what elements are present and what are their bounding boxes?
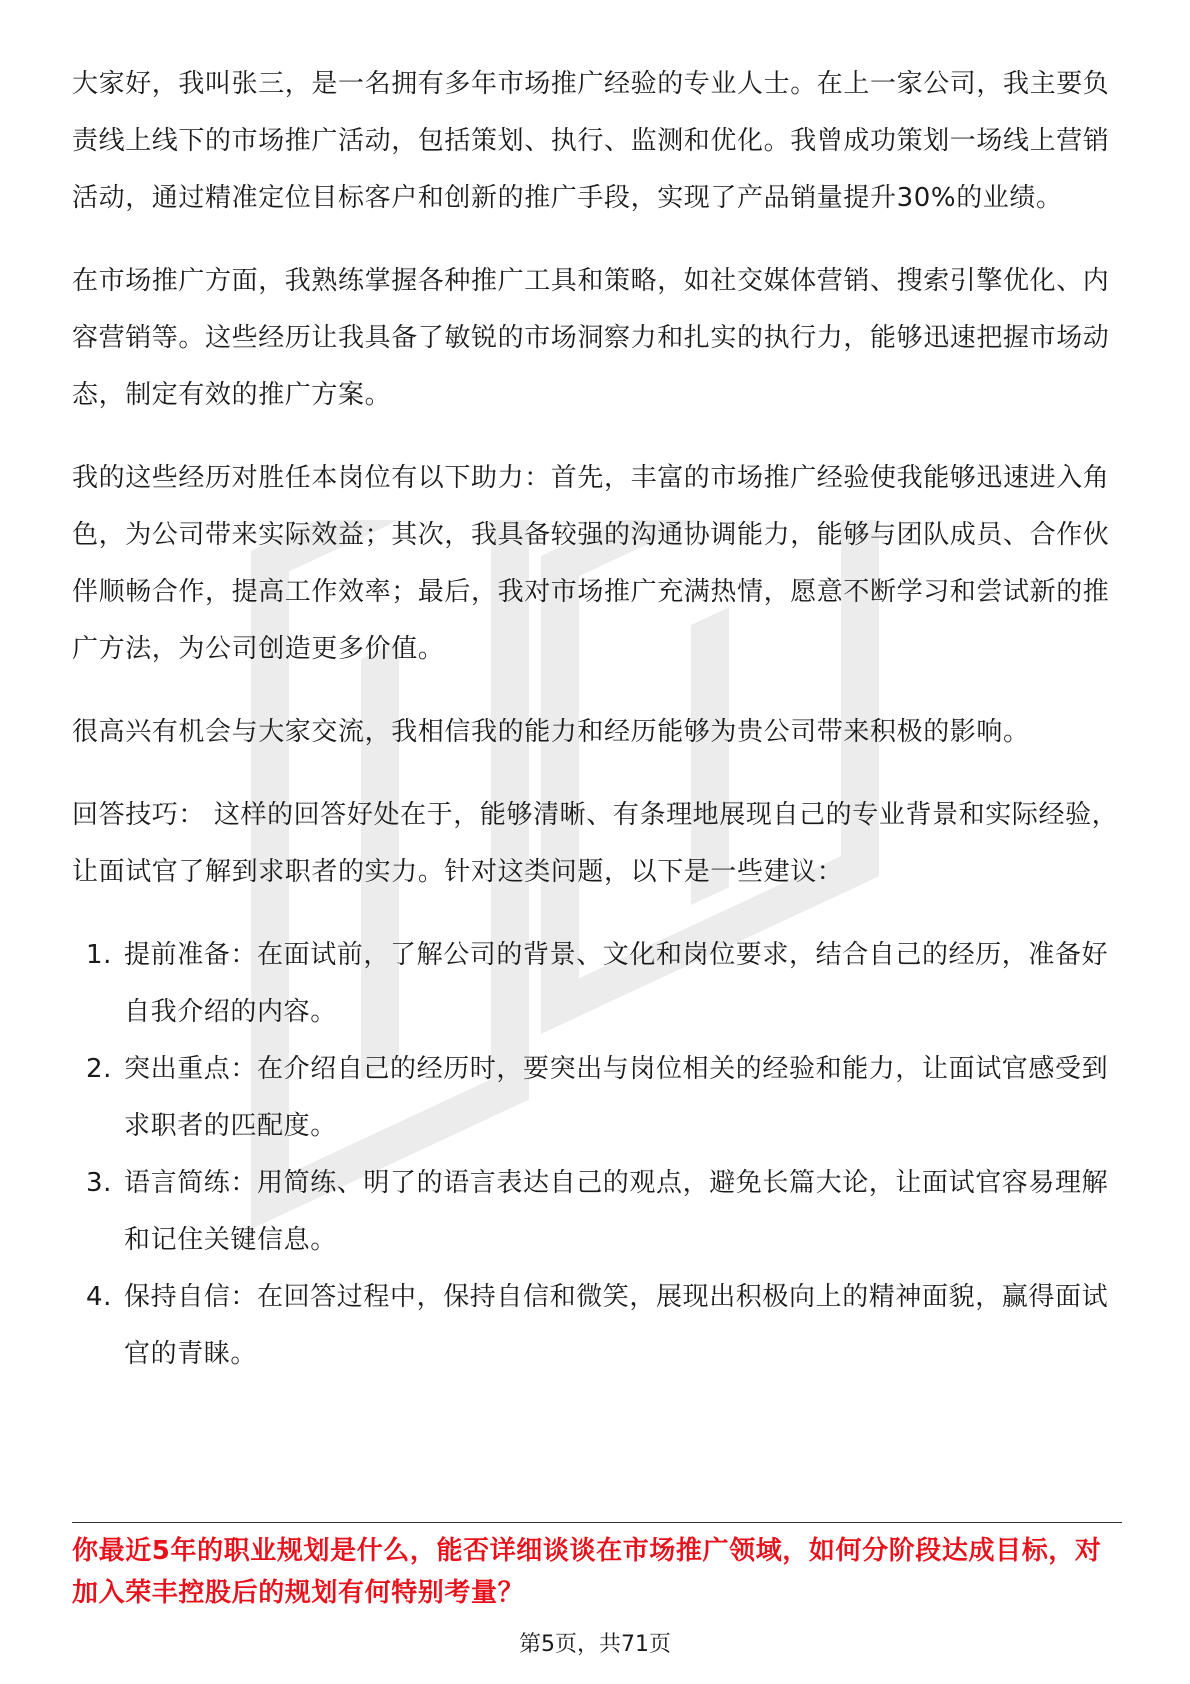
answer-tips-paragraph: 回答技巧： 这样的回答好处在于，能够清晰、有条理地展现自己的专业背景和实际经验，让面试官了解到求职者的实力。针对这类问题，以下是一些建议： — [72, 800, 1119, 887]
list-item-text: 提前准备：在面试前，了解公司的背景、文化和岗位要求，结合自己的经历，准备好自我介绍的内容。 — [124, 940, 1109, 1027]
main-content — [72, 56, 1122, 1409]
list-item-number: 2. — [86, 1054, 113, 1084]
list-item-number: 3. — [86, 1168, 113, 1198]
intro-paragraph-3: 我的这些经历对胜任本岗位有以下助力：首先，丰富的市场推广经验使我能够迅速进入角色，为公司带来实际效益；其次，我具备较强的沟通协调能力，能够与团队成员、合作伙伴顺畅合作，提高工作效率；最后，我对市场推广充满热情，愿意不断学习和尝试新的推广方法，为公司创造更多价值。 — [72, 463, 1110, 664]
intro-paragraph-2: 在市场推广方面，我熟练掌握各种推广工具和策略，如社交媒体营销、搜索引擎优化、内容营销等。这些经历让我具备了敏锐的市场洞察力和扎实的执行力，能够迅速把握市场动态，制定有效的推广方案。 — [72, 266, 1110, 410]
list-item-number: 4. — [86, 1282, 113, 1312]
list-item-text: 保持自信：在回答过程中，保持自信和微笑，展现出积极向上的精神面貌，赢得面试官的青睐。 — [124, 1282, 1109, 1369]
list-item-text: 突出重点：在介绍自己的经历时，要突出与岗位相关的经验和能力，让面试官感受到求职者的匹配度。 — [124, 1054, 1109, 1141]
intro-paragraph-4: 很高兴有机会与大家交流，我相信我的能力和经历能够为贵公司带来积极的影响。 — [72, 717, 1030, 747]
page-number-footer: 第5页，共71页 — [519, 1632, 671, 1657]
list-item-text: 语言简练：用简练、明了的语言表达自己的观点，避免长篇大论，让面试官容易理解和记住关键信息。 — [124, 1168, 1109, 1255]
list-item-number: 1. — [86, 940, 113, 970]
intro-paragraph-1: 大家好，我叫张三，是一名拥有多年市场推广经验的专业人士。在上一家公司，我主要负责线上线下的市场推广活动，包括策划、执行、监测和优化。我曾成功策划一场线上营销活动，通过精准定位目标客户和创新的推广手段，实现了产品销量提升30%的业绩。 — [72, 69, 1110, 213]
list-item — [72, 1155, 1122, 1269]
list-item — [72, 927, 1122, 1041]
list-item — [72, 1041, 1122, 1155]
tips-list — [72, 927, 1122, 1383]
section-divider — [72, 1522, 1122, 1523]
list-item — [72, 1269, 1122, 1383]
next-question-heading: 你最近5年的职业规划是什么，能否详细谈谈在市场推广领域，如何分阶段达成目标，对加入荣丰控股后的规划有何特别考量？ — [72, 1536, 1102, 1608]
